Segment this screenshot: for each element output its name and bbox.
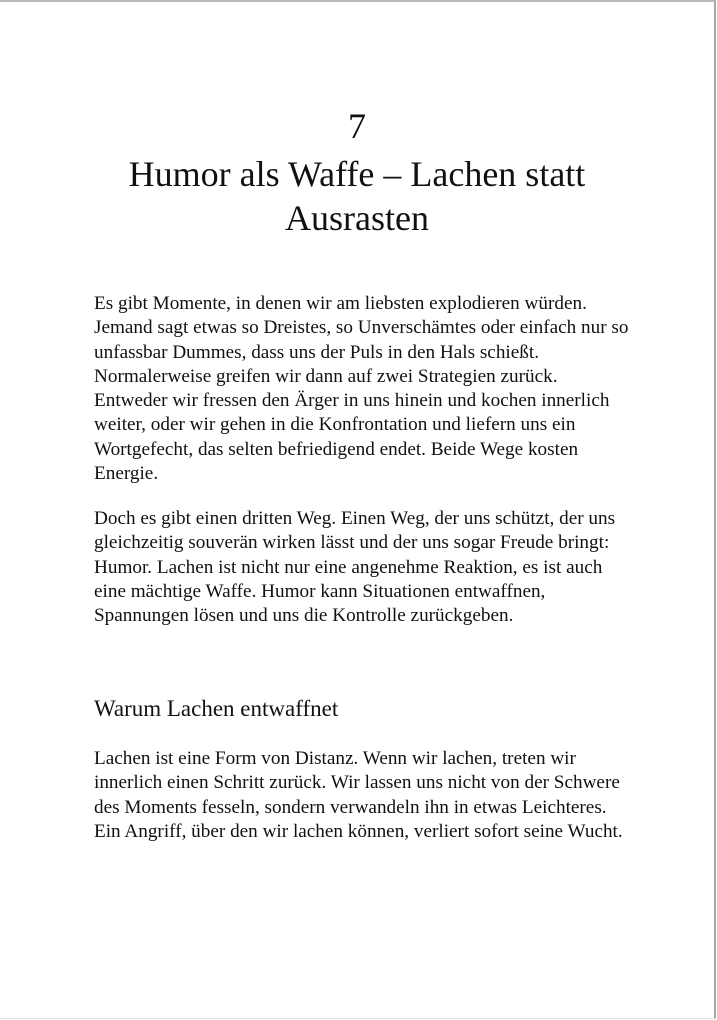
paragraph-text: Es gibt Momente, in denen wir am liebsten explodieren würden. Jemand sagt etwas so Dreistes, so Unverschämtes oder einfach nur so unfassbar Dummes, dass uns der Puls in den Hals schießt. Normalerweise greifen wir dann auf zwei Strategien zurück. Entweder wir fressen den Ärger in uns hinein und kochen innerlich weiter, oder wir gehen in die Konfrontation und liefern uns ein Wortgefecht, das selten befriedigend endet. Beide Wege kosten Energie. [94,293,629,485]
intro-paragraph-1 [94,292,634,486]
section-heading: Warum Lachen entwaffnet [94,696,339,721]
chapter-title: Humor als Waffe – Lachen statt Ausrasten [128,154,586,238]
intro-paragraph-2 [94,507,634,628]
paragraph-text: Lachen ist eine Form von Distanz. Wenn wir lachen, treten wir innerlich einen Schritt zurück. Wir lassen uns nicht von der Schwere des Moments fesseln, sondern verwandeln ihn in etwas Leichteres. Ein Angriff, über den wir lachen können, verliert sofort seine Wucht. [94,748,623,842]
section-paragraph-1 [94,747,634,844]
chapter-number: 7 [348,106,366,146]
paragraph-text: Doch es gibt einen dritten Weg. Einen Weg, der uns schützt, der uns gleichzeitig souverän wirken lässt und der uns sogar Freude bringt: Humor. Lachen ist nicht nur eine angenehme Reaktion, es ist auch eine mächtige Waffe. Humor kann Situationen entwaffnen, Spannungen lösen und uns die Kontrolle zurückgeben. [94,508,616,627]
